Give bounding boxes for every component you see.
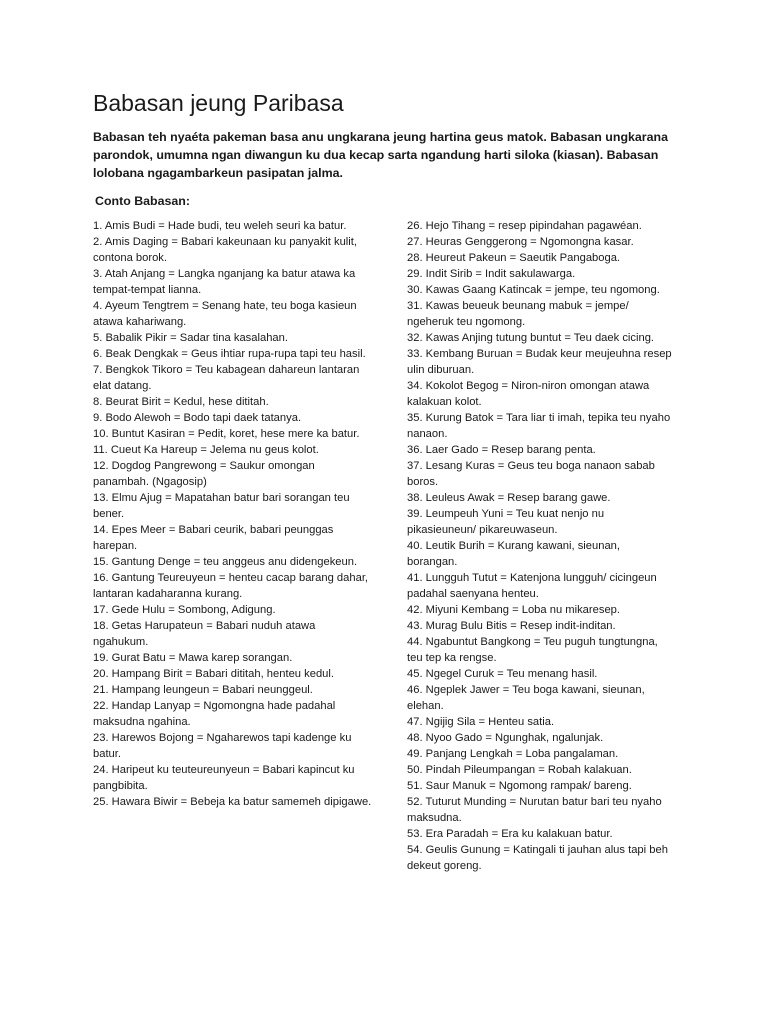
list-item: 30. Kawas Gaang Katincak = jempe, teu ngomong.: [407, 284, 660, 296]
list-item: 40. Leutik Burih = Kurang kawani, sieunan, borangan.: [407, 540, 621, 568]
list-item: 44. Ngabuntut Bangkong = Teu puguh tungtungna, teu tep ka rengse.: [407, 636, 658, 664]
list-item: 22. Handap Lanyap = Ngomongna hade padahal maksudna ngahina.: [93, 700, 336, 728]
list-item: 46. Ngeplek Jawer = Teu boga kawani, sieunan, elehan.: [407, 684, 645, 712]
list-item: 17. Gede Hulu = Sombong, Adigung.: [93, 604, 276, 616]
list-item: 23. Harewos Bojong = Ngaharewos tapi kadenge ku batur.: [93, 732, 352, 760]
list-item: 15. Gantung Denge = teu anggeus anu didengekeun.: [93, 556, 358, 568]
list-item: 51. Saur Manuk = Ngomong rampak/ bareng.: [407, 780, 632, 792]
list-item: 39. Leumpeuh Yuni = Teu kuat nenjo nu pikasieuneun/ pikareuwaseun.: [407, 508, 605, 536]
list-item: 3. Atah Anjang = Langka nganjang ka batur atawa ka tempat-tempat lianna.: [93, 268, 356, 296]
list-item: 7. Bengkok Tikoro = Teu kabagean dahareun lantaran elat datang.: [93, 364, 360, 392]
list-item: 48. Nyoo Gado = Ngunghak, ngalunjak.: [407, 732, 604, 744]
list-item: 20. Hampang Birit = Babari dititah, henteu kedul.: [93, 668, 334, 680]
list-item: 52. Tuturut Munding = Nurutan batur bari teu nyaho maksudna.: [407, 796, 662, 824]
list-item: 45. Ngegel Curuk = Teu menang hasil.: [407, 668, 598, 680]
list-item: 11. Cueut Ka Hareup = Jelema nu geus kolot.: [93, 444, 319, 456]
list-item: 13. Elmu Ajug = Mapatahan batur bari sorangan teu bener.: [93, 492, 350, 520]
list-item: 12. Dogdog Pangrewong = Saukur omongan panambah. (Ngagosip): [93, 460, 315, 488]
list-item: 8. Beurat Birit = Kedul, hese dititah.: [93, 396, 269, 408]
list-item: 50. Pindah Pileumpangan = Robah kalakuan.: [407, 764, 632, 776]
list-item: 53. Era Paradah = Era ku kalakuan batur.: [407, 828, 613, 840]
document-title: Babasan jeung Paribasa: [93, 90, 344, 116]
list-item: 34. Kokolot Begog = Niron-niron omongan atawa kalakuan kolot.: [407, 380, 650, 408]
list-item: 27. Heuras Genggerong = Ngomongna kasar.: [407, 236, 634, 248]
list-item: 41. Lungguh Tutut = Katenjona lungguh/ cicingeun padahal saenyana henteu.: [407, 572, 657, 600]
examples-list-left: [93, 218, 373, 810]
list-item: 6. Beak Dengkak = Geus ihtiar rupa-rupa tapi teu hasil.: [93, 348, 366, 360]
list-item: 21. Hampang leungeun = Babari neunggeul.: [93, 684, 313, 696]
intro-paragraph: Babasan teh nyaéta pakeman basa anu ungkarana jeung hartina geus matok. Babasan ungkarana parondok, umumna ngan diwangun ku dua kecap sarta ngandung harti siloka (kiasan). Babasan lolobana ngagambarkeun pasipatan jalma.: [93, 130, 668, 180]
list-item: 14. Epes Meer = Babari ceurik, babari peunggas harepan.: [93, 524, 334, 552]
list-item: 1. Amis Budi = Hade budi, teu weleh seuri ka batur.: [93, 220, 347, 232]
list-item: 28. Heureut Pakeun = Saeutik Pangaboga.: [407, 252, 621, 264]
list-item: 24. Haripeut ku teuteureunyeun = Babari kapincut ku pangbibita.: [93, 764, 355, 792]
list-item: 36. Laer Gado = Resep barang penta.: [407, 444, 596, 456]
list-item: 2. Amis Daging = Babari kakeunaan ku panyakit kulit, contona borok.: [93, 236, 357, 264]
list-item: 26. Hejo Tihang = resep pipindahan pagawéan.: [407, 220, 642, 232]
list-item: 9. Bodo Alewoh = Bodo tapi daek tatanya.: [93, 412, 302, 424]
list-item: 5. Babalik Pikir = Sadar tina kasalahan.: [93, 332, 288, 344]
list-item: 33. Kembang Buruan = Budak keur meujeuhna resep ulin diburuan.: [407, 348, 672, 376]
list-item: 25. Hawara Biwir = Bebeja ka batur samemeh dipigawe.: [93, 796, 372, 808]
examples-list-right: [407, 218, 672, 874]
list-item: 54. Geulis Gunung = Katingali ti jauhan alus tapi beh dekeut goreng.: [407, 844, 668, 872]
list-item: 43. Murag Bulu Bitis = Resep indit-inditan.: [407, 620, 616, 632]
list-item: 47. Ngijig Sila = Henteu satia.: [407, 716, 555, 728]
list-item: 18. Getas Harupateun = Babari nuduh atawa ngahukum.: [93, 620, 316, 648]
list-item: 49. Panjang Lengkah = Loba pangalaman.: [407, 748, 619, 760]
list-item: 4. Ayeum Tengtrem = Senang hate, teu boga kasieun atawa kahariwang.: [93, 300, 357, 328]
list-item: 31. Kawas beueuk beunang mabuk = jempe/ ngeheruk teu ngomong.: [407, 300, 629, 328]
list-item: 37. Lesang Kuras = Geus teu boga nanaon sabab boros.: [407, 460, 655, 488]
list-item: 38. Leuleus Awak = Resep barang gawe.: [407, 492, 611, 504]
list-item: 19. Gurat Batu = Mawa karep sorangan.: [93, 652, 293, 664]
list-item: 10. Buntut Kasiran = Pedit, koret, hese mere ka batur.: [93, 428, 360, 440]
list-item: 16. Gantung Teureuyeun = henteu cacap barang dahar, lantaran kadaharanna kurang.: [93, 572, 369, 600]
examples-heading: Conto Babasan:: [95, 194, 190, 208]
list-item: 32. Kawas Anjing tutung buntut = Teu daek cicing.: [407, 332, 655, 344]
list-item: 35. Kurung Batok = Tara liar ti imah, tepika teu nyaho nanaon.: [407, 412, 671, 440]
list-item: 42. Miyuni Kembang = Loba nu mikaresep.: [407, 604, 620, 616]
list-item: 29. Indit Sirib = Indit sakulawarga.: [407, 268, 576, 280]
